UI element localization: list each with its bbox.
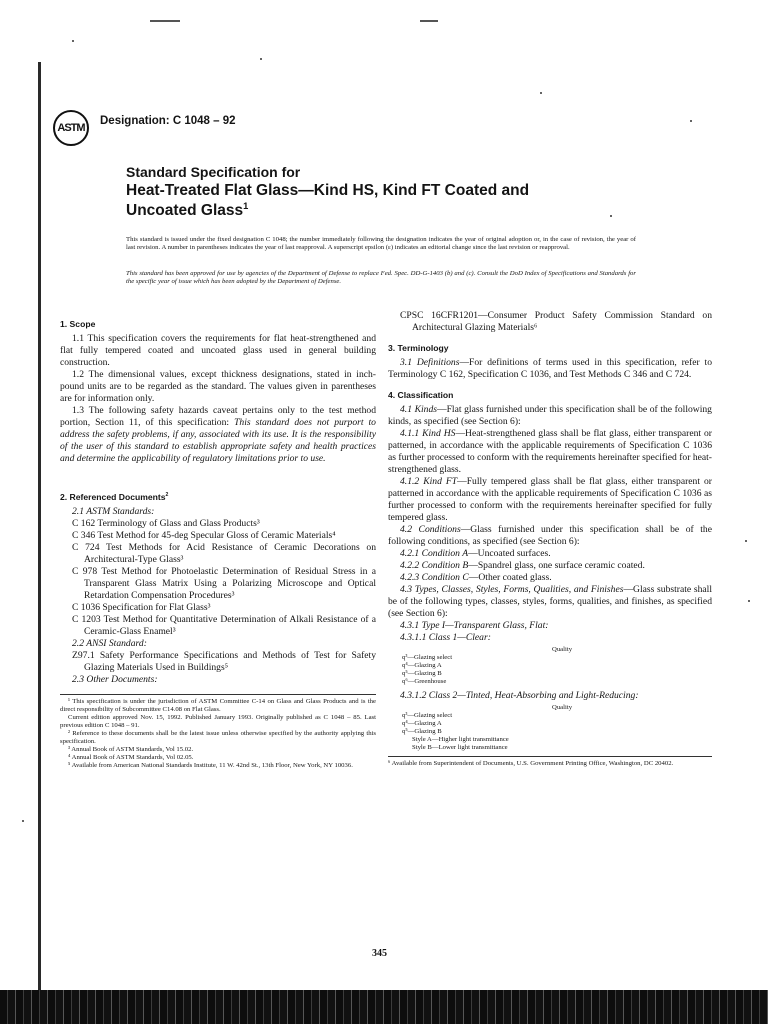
ref-c724: C 724 Test Methods for Acid Resistance of Ceramic Decorations on Architectural-Type Glass³ [72,542,376,565]
quality-row: q⁵—Glazing B [402,670,442,677]
title-line-2: Heat-Treated Flat Glass—Kind HS, Kind FT Coated and [126,182,530,199]
quality-row: q³—Glazing select [402,712,453,719]
quality-header: Quality [552,704,573,711]
footnote-5: ⁵ Available from American National Standards Institute, 11 W. 42nd St., 13th Floor, New York, NY 10036. [68,762,353,769]
issuance-notice: This standard is issued under the fixed designation C 1048; the number immediately following the designation indicates the year of original adoption or, in the case of revision, the year of last revision. A number in parentheses indicates the year of last reapproval. A superscript epsilon (ε) indicates an editorial change since the last revision or reapproval. [126,236,636,251]
ansi-standard-label: 2.2 ANSI Standard: [72,638,147,649]
class-2: 4.3.1.2 Class 2—Tinted, Heat-Absorbing and Light-Reducing: [400,690,639,701]
footnote-6: ⁶ Available from Superintendent of Documents, U.S. Government Printing Office, Washington, DC 20402. [388,756,712,768]
ref-cpsc: CPSC 16CFR1201—Consumer Product Safety Commission Standard on Architectural Glazing Materials⁶ [400,310,712,333]
designation: Designation: C 1048 – 92 [100,115,236,127]
scope-1-3: 1.3 The following safety hazards caveat pertains only to the test method portion, Section 11, of this specification: This standard does not purport to address the safety problems, if any, associated with its use. It is the responsibility of the user of this standard to establish appropriate safety and health practices and determine the applicability of regulatory limitations prior to use. [60,405,376,464]
footnote-1: ¹ This specification is under the jurisdiction of ASTM Committee C-14 on Glass and Glass Products and is the direct responsibility of Subcommittee C14.08 on Flat Glass. [60,698,376,713]
kind-hs-4-1-1: 4.1.1 Kind HS—Heat-strengthened glass shall be flat glass, either transparent or patterned, in accordance with the applicable requirements of Specification C 1036 as further processed to conform with the requirements hereinafter specified for heat-strengthened glass. [388,428,712,475]
condition-c: 4.2.3 Condition C—Other coated glass. [400,572,552,583]
document-title [126,163,606,221]
scan-bottom-band [0,990,768,1024]
footnote-2: ² Reference to these documents shall be the latest issue unless otherwise specified by the authority applying this specification. [60,730,376,745]
safety-caveat: This standard does not purport to address the safety problems, if any, associated with its use. It is the responsibility of the user of this standard to establish appropriate safety and health practices and determine the applicability of regulatory limitations prior to use. [60,417,376,464]
conditions-4-2: 4.2 Conditions—Glass furnished under this specification shall be of the following conditions, as specified (see Section 6): [388,524,712,547]
title-line-3: Uncoated Glass$^1$ [126,200,249,219]
classification-heading: 4. Classification [388,390,454,400]
astm-standards-label: 2.1 ASTM Standards: [72,506,155,517]
ref-c346: C 346 Test Method for 45-deg Specular Gloss of Ceramic Materials⁴ [72,530,336,541]
dod-notice: This standard has been approved for use by agencies of the Department of Defense to replace Fed. Spec. DD-G-1403 (b) and (c). Consult the DoD Index of Specifications and Standards for the specific year of issue which has been adopted by the Department of Defense. [126,270,636,285]
footnote-1-edition: Current edition approved Nov. 15, 1992. Published January 1993. Originally published as C 1048 – 85. Last previous edition C 1048 – 91. [60,714,376,729]
footnote-3: ³ Annual Book of ASTM Standards, Vol 15.02. [68,746,194,753]
kind-ft-4-1-2: 4.1.2 Kind FT—Fully tempered glass shall be flat glass, either transparent or patterned in accordance with the applicable requirements of Specification C 1036 as further processed to conform with the requirements hereinafter specified for fully tempered glass. [388,476,713,523]
right-column [388,310,712,768]
quality-row: q³—Glazing select [402,654,453,661]
condition-b: 4.2.2 Condition B—Spandrel glass, one surface ceramic coated. [400,560,645,571]
type-i: 4.3.1 Type I—Transparent Glass, Flat: [400,620,549,631]
scan-artifact [420,20,438,22]
scan-artifact [150,20,180,22]
astm-logo-icon: ASTM [53,110,89,146]
left-column [60,310,376,770]
quality-header: Quality [552,646,573,653]
class-1-quality-table [402,646,712,686]
condition-a: 4.2.1 Condition A—Uncoated surfaces. [400,548,551,559]
scope-heading: 1. Scope [60,319,96,329]
footnote-4: ⁴ Annual Book of ASTM Standards, Vol 02.05. [68,754,194,761]
quality-row: q⁴—Glazing A [402,662,442,669]
other-documents-label: 2.3 Other Documents: [72,674,158,685]
class-1: 4.3.1.1 Class 1—Clear: [400,632,491,643]
title-footnote-mark: 1 [243,200,249,211]
title-line-1: Standard Specification for [126,164,301,180]
terminology-heading: 3. Terminology [388,343,449,353]
class-2-quality-table [402,704,712,752]
scope-1-2: 1.2 The dimensional values, except thickness designations, stated in inch-pound units are to be regarded as the standard. The values given in parentheses are for information only. [60,369,376,404]
kinds-4-1: 4.1 Kinds—Flat glass furnished under this specification shall be of the following kinds, as specified (see Section 6): [388,404,712,427]
footnotes [60,694,376,770]
ref-z97-1: Z97.1 Safety Performance Specifications and Methods of Test for Safety Glazing Materials Used in Buildings⁵ [72,650,376,673]
page-number: 345 [372,948,387,959]
quality-row: q⁴—Glazing A [402,720,442,727]
ref-c978: C 978 Test Method for Photoelastic Determination of Residual Stress in a Transparent Glass Matrix Using a Polarizing Microscope and Optical Retardation Compensation Procedures³ [72,566,376,601]
definitions-3-1: 3.1 Definitions—For definitions of terms used in this specification, refer to Terminology C 162, Specification C 1036, and Test Methods C 346 and C 724. [388,357,712,380]
scope-1-1: 1.1 This specification covers the requirements for flat heat-strengthened and flat fully tempered coated and uncoated glass used in general building construction. [60,333,376,368]
quality-row: Style A—Higher light transmittance [412,736,509,743]
quality-row: Style B—Lower light transmittance [412,744,508,751]
ref-c1036: C 1036 Specification for Flat Glass³ [72,602,211,613]
quality-row: q⁶—Greenhouse [402,678,447,685]
ref-c1203: C 1203 Test Method for Quantitative Determination of Alkali Resistance of a Ceramic-Glass Enamel³ [72,614,376,637]
refdocs-heading: 2. Referenced Documents$^2$ [60,492,169,502]
ref-c162: C 162 Terminology of Glass and Glass Products³ [72,518,260,529]
types-4-3: 4.3 Types, Classes, Styles, Forms, Qualities, and Finishes—Glass substrate shall be of the following types, classes, styles, forms, qualities, and finishes, as specified (see Section 6): [388,584,712,619]
scan-edge-line [38,62,41,992]
quality-row: q⁵—Glazing B [402,728,442,735]
